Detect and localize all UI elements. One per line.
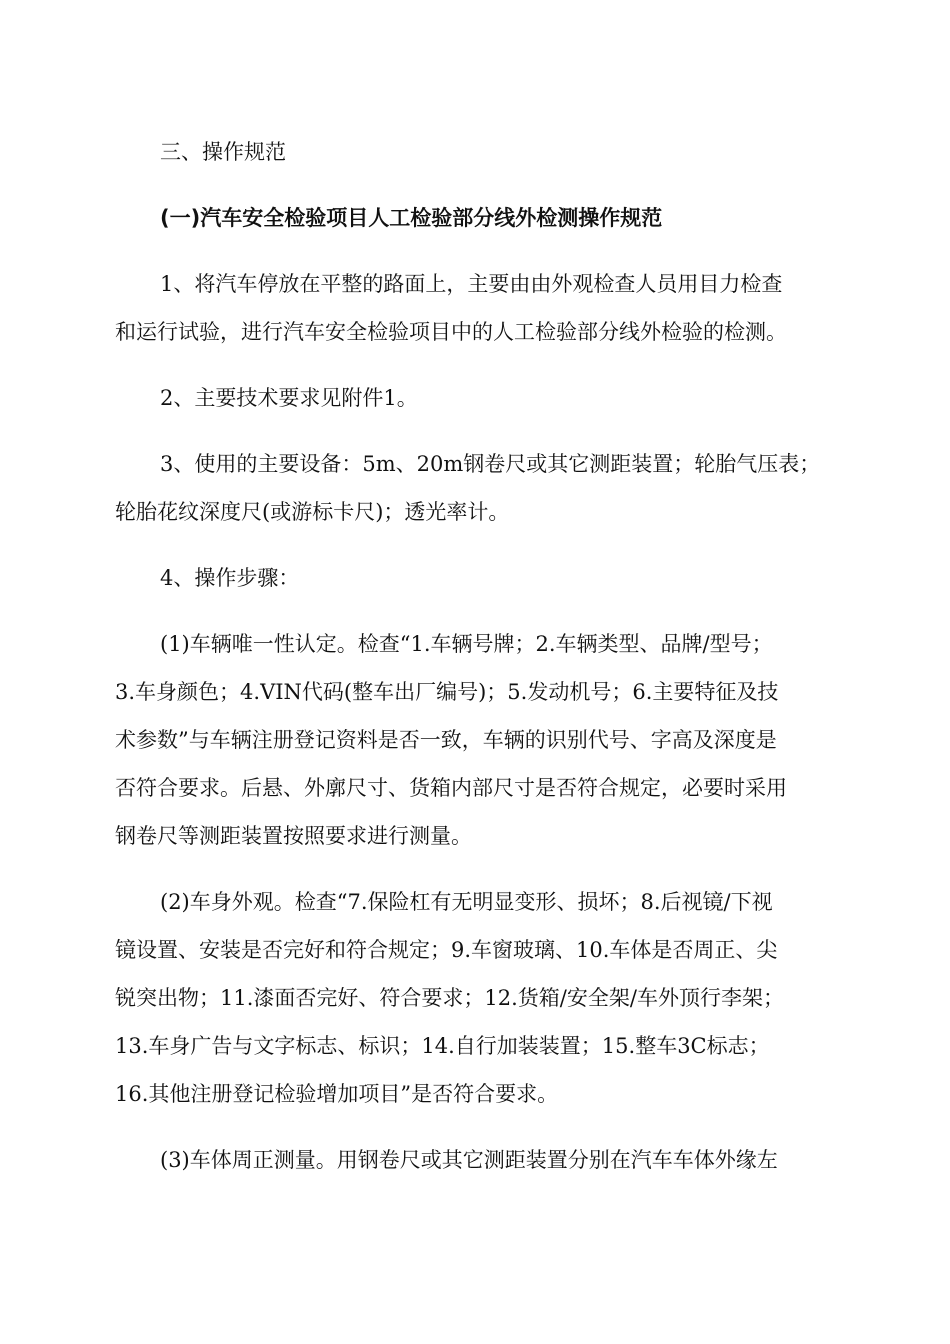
paragraph-line: (2)车身外观。检查“7.保险杠有无明显变形、损坏；8.后视镜/下视 — [160, 890, 773, 914]
paragraph-line: 镜设置、安装是否完好和符合规定；9.车窗玻璃、10.车体是否周正、尖 — [115, 938, 778, 962]
paragraph-line: 锐突出物；11.漆面否完好、符合要求；12.货箱/安全架/车外顶行李架； — [115, 986, 784, 1010]
paragraph-line: 轮胎花纹深度尺(或游标卡尺)；透光率计。 — [115, 500, 510, 524]
paragraph-line: 3.车身颜色；4.VIN代码(整车出厂编号)；5.发动机号；6.主要特征及技 — [115, 680, 779, 704]
paragraph-line: 否符合要求。后悬、外廓尺寸、货箱内部尺寸是否符合规定，必要时采用 — [115, 776, 787, 800]
section-subheading: (一)汽车安全检验项目人工检验部分线外检测操作规范 — [160, 206, 663, 230]
paragraph-line: 16.其他注册登记检验增加项目”是否符合要求。 — [115, 1082, 559, 1106]
section-heading: 三、操作规范 — [160, 140, 286, 164]
paragraph-line: 钢卷尺等测距装置按照要求进行测量。 — [115, 824, 472, 848]
paragraph-line: 3、使用的主要设备：5m、20m钢卷尺或其它测距装置；轮胎气压表； — [160, 452, 821, 476]
paragraph-line: 13.车身广告与文字标志、标识；14.自行加装装置；15.整车3C标志； — [115, 1034, 770, 1058]
paragraph-line: 和运行试验，进行汽车安全检验项目中的人工检验部分线外检验的检测。 — [115, 320, 787, 344]
paragraph-line: 术参数”与车辆注册登记资料是否一致，车辆的识别代号、字高及深度是 — [115, 728, 777, 752]
paragraph-line: 2、主要技术要求见附件1。 — [160, 386, 418, 410]
paragraph-line: (3)车体周正测量。用钢卷尺或其它测距装置分别在汽车车体外缘左 — [160, 1148, 778, 1172]
paragraph-line: 1、将汽车停放在平整的路面上，主要由由外观检查人员用目力检查 — [160, 272, 783, 296]
paragraph-line: (1)车辆唯一性认定。检查“1.车辆号牌；2.车辆类型、品牌/型号； — [160, 632, 773, 656]
paragraph-line: 4、操作步骤： — [160, 566, 300, 590]
